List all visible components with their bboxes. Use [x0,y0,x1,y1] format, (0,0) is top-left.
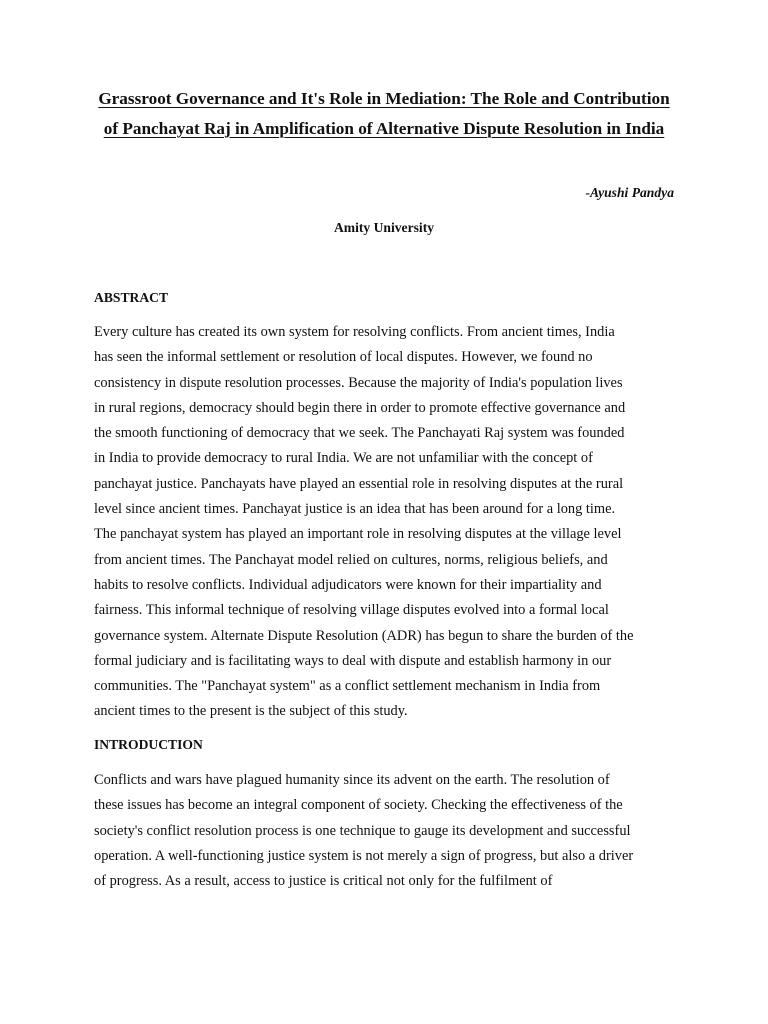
introduction-line: these issues has become an integral component of society. Checking the effectiveness of the [94,797,623,814]
abstract-line: fairness. This informal technique of resolving village disputes evolved into a formal local [94,602,609,619]
introduction-heading: INTRODUCTION [94,737,203,752]
abstract-paragraph [94,320,676,725]
abstract-line: ancient times to the present is the subject of this study. [94,703,408,720]
abstract-line: from ancient times. The Panchayat model relied on cultures, norms, religious beliefs, and [94,551,608,568]
abstract-line: formal judiciary and is facilitating ways to deal with dispute and establish harmony in our [94,652,612,669]
author-affiliation: Amity University [333,220,435,235]
abstract-line: Every culture has created its own system for resolving conflicts. From ancient times, India [94,324,615,340]
paper-title [94,84,674,143]
introduction-line: society's conflict resolution process is one technique to gauge its development and successful [94,822,631,839]
abstract-line: in rural regions, democracy should begin there in order to promote effective governance and [94,399,626,416]
abstract-line: communities. The "Panchayat system" as a conflict settlement mechanism in India from [94,678,601,695]
abstract-line: governance system. Alternate Dispute Resolution (ADR) has begun to share the burden of the [94,627,634,644]
abstract-line: in India to provide democracy to rural India. We are not unfamiliar with the concept of [94,450,593,467]
introduction-line: Conflicts and wars have plagued humanity since its advent on the earth. The resolution of [94,772,610,788]
abstract-line: panchayat justice. Panchayats have played an essential role in resolving disputes at the rural [94,475,624,492]
abstract-line: habits to resolve conflicts. Individual adjudicators were known for their impartiality and [94,576,602,593]
abstract-heading: ABSTRACT [94,290,169,305]
abstract-line: The panchayat system has played an important role in resolving disputes at the village level [94,526,622,543]
abstract-line: consistency in dispute resolution processes. Because the majority of India's population lives [94,374,623,391]
introduction-line: of progress. As a result, access to justice is critical not only for the fulfilment of [94,873,553,890]
author-name: -Ayushi Pandya [585,185,674,200]
paper-title-text: Grassroot Governance and It's Role in Mediation: The Role and Contribution of Panchayat Raj in Amplification of Alternative Dispute Resolution in India [98,89,670,138]
introduction-paragraph [94,768,676,894]
abstract-line: level since ancient times. Panchayat justice is an idea that has been around for a long time. [94,501,616,518]
abstract-line: has seen the informal settlement or resolution of local disputes. However, we found no [94,349,593,366]
introduction-line: operation. A well-functioning justice system is not merely a sign of progress, but also a driver [94,847,634,864]
abstract-line: the smooth functioning of democracy that we seek. The Panchayati Raj system was founded [94,425,625,442]
